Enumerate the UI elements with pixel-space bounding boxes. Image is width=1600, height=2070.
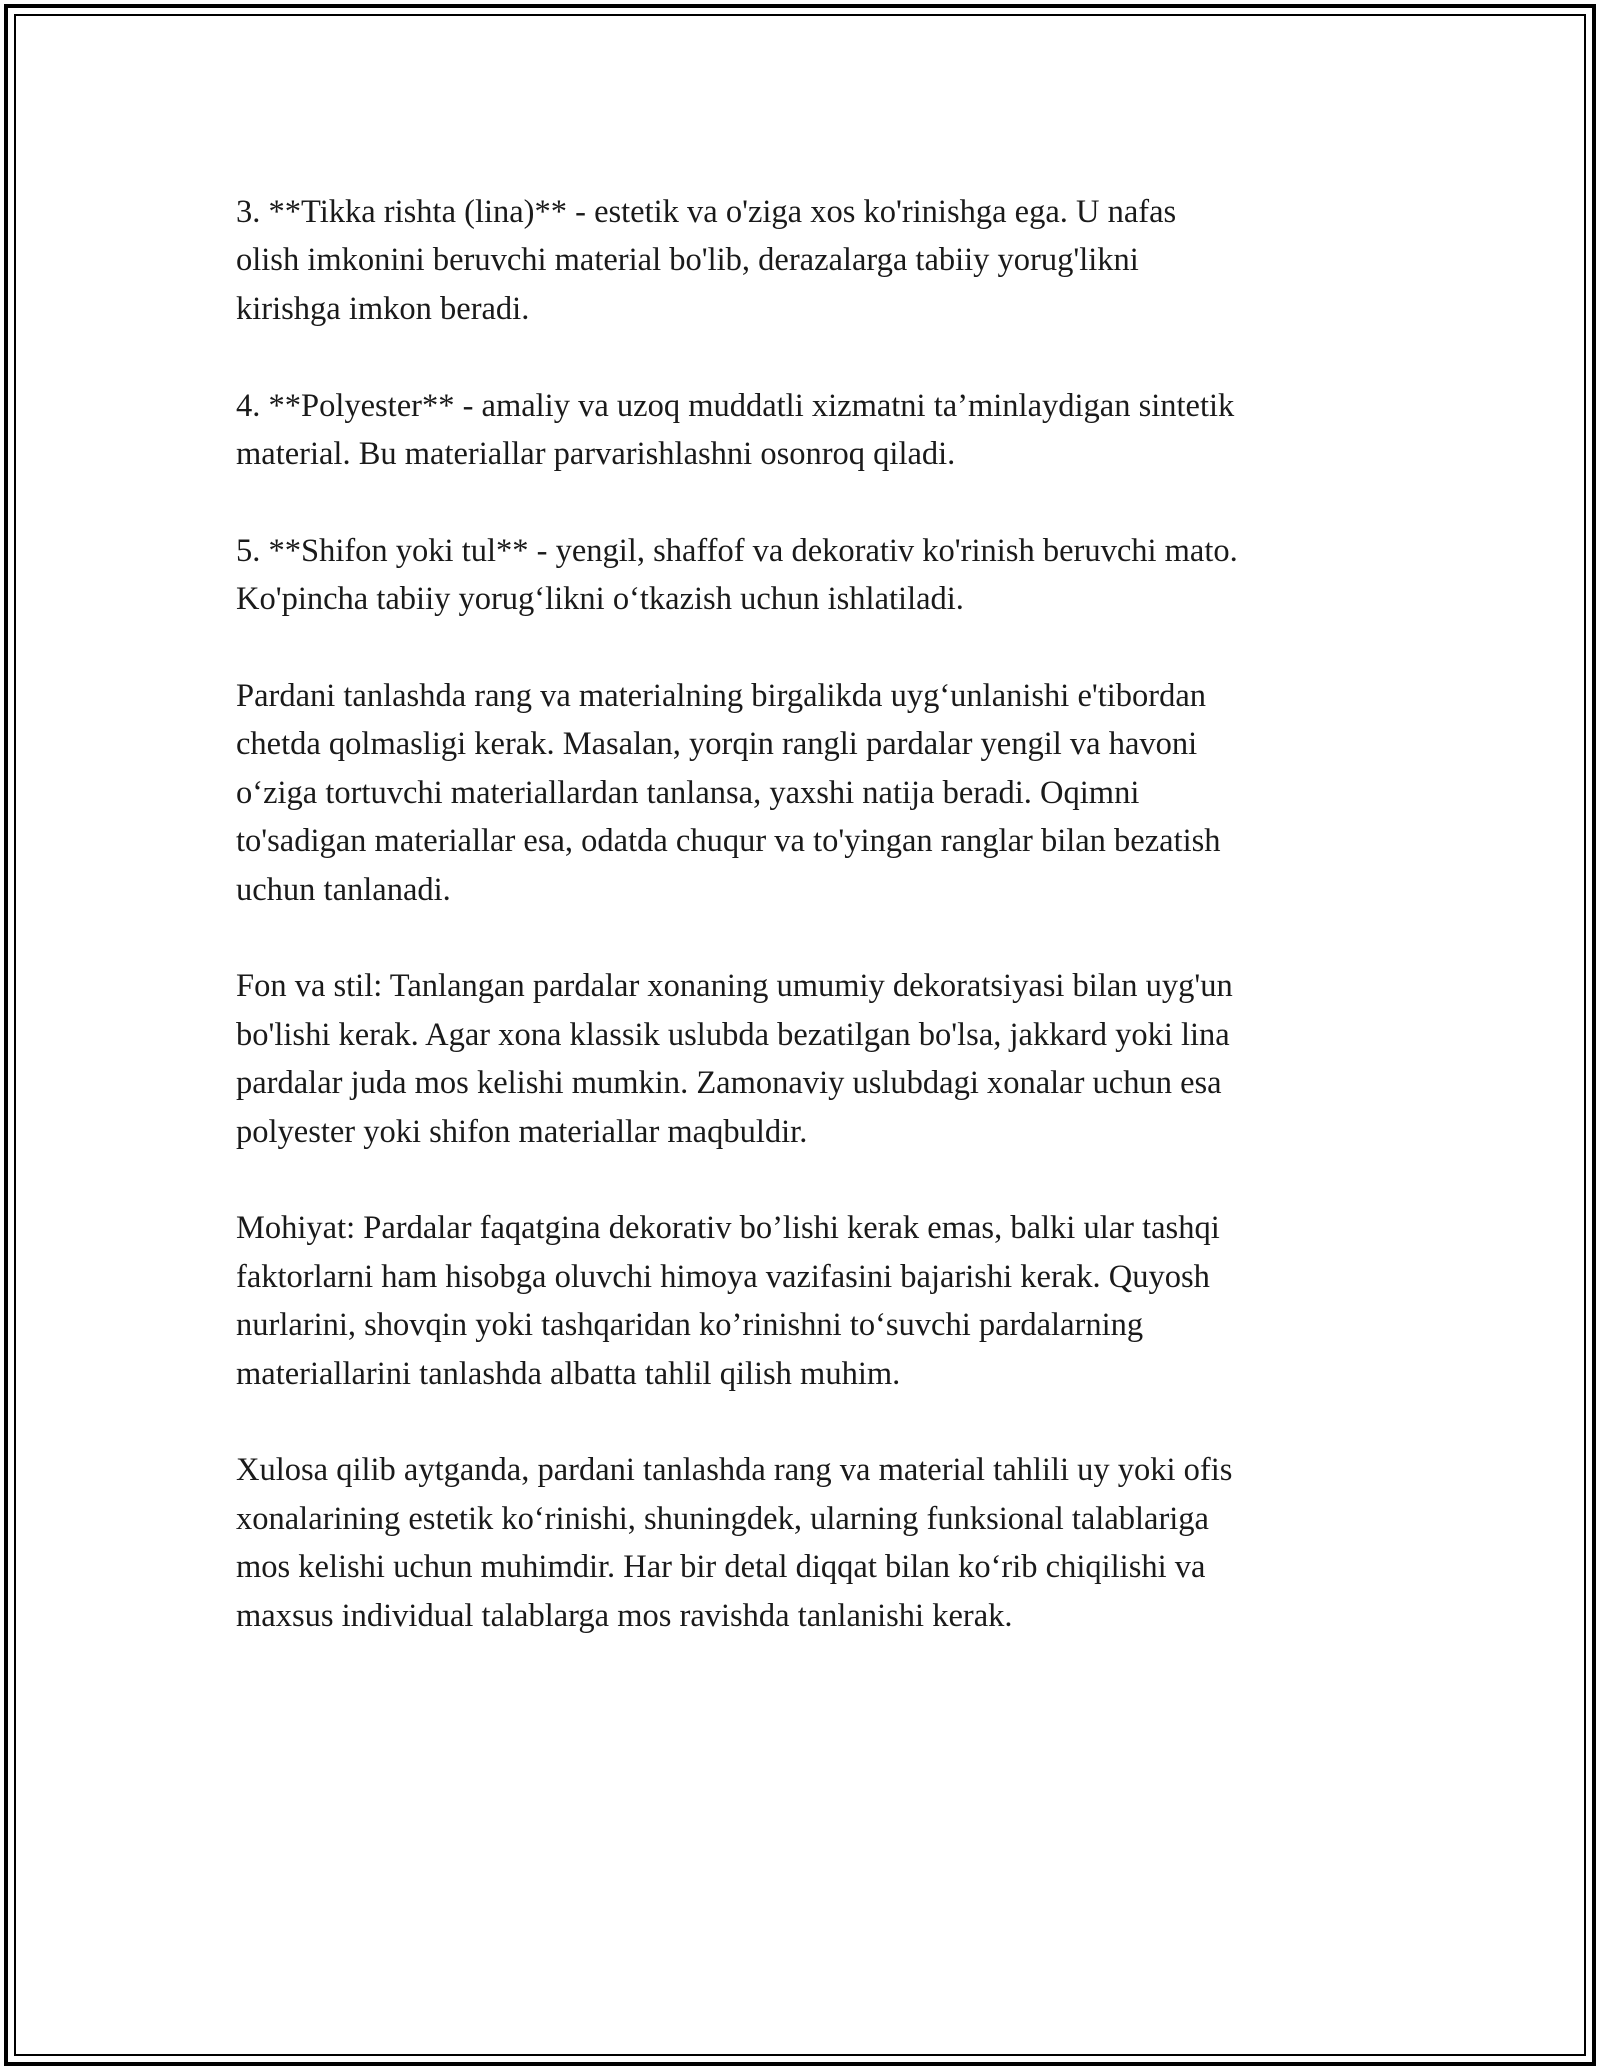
paragraph-item-4-polyester: 4. **Polyester** - amaliy va uzoq muddatli xizmatni ta’minlaydigan sintetik material. Bu materiallar parvarishlashni osonroq qiladi. [236, 387, 1235, 473]
paragraph-color-material: Pardani tanlashda rang va materialning birgalikda uyg‘unlanishi e'tibordan chetda qolmasligi kerak. Masalan, yorqin rangli pardalar yengil va havoni o‘ziga tortuvchi materiallardan tanlansa, yaxshi natija beradi. Oqimni to'sadigan materiallar esa, odatda chuqur va to'yingan ranglar bilan bezatish uchun tanlanadi. [236, 678, 1221, 908]
paragraph-item-3-tikka-rishta: 3. **Tikka rishta (lina)** - estetik va o'ziga xos ko'rinishga ega. U nafas olish imkonini beruvchi material bo'lib, derazalarga tabiiy yorug'likni kirishga imkon beradi. [236, 194, 1177, 327]
paragraph-xulosa: Xulosa qilib aytganda, pardani tanlashda rang va material tahlili uy yoki ofis xonalarining estetik ko‘rinishi, shuningdek, ularning funksional talablariga mos kelishi uchun muhimdir. Har bir detal diqqat bilan ko‘rib chiqilishi va maxsus individual talablarga mos ravishda tanlanishi kerak. [236, 1452, 1233, 1634]
document-body [236, 188, 1386, 1688]
paragraph-mohiyat: Mohiyat: Pardalar faqatgina dekorativ bo’lishi kerak emas, balki ular tashqi faktorlarni ham hisobga oluvchi himoya vazifasini bajarishi kerak. Quyosh nurlarini, shovqin yoki tashqaridan ko’rinishni to‘suvchi pardalarning materiallarini tanlashda albatta tahlil qilish muhim. [236, 1210, 1220, 1392]
paragraph-item-5-shifon: 5. **Shifon yoki tul** - yengil, shaffof va dekorativ ko'rinish beruvchi mato. Ko'pincha tabiiy yorug‘likni o‘tkazish uchun ishlatiladi. [236, 532, 1238, 618]
paragraph-fon-va-stil: Fon va stil: Tanlangan pardalar xonaning umumiy dekoratsiyasi bilan uyg'un bo'lishi kerak. Agar xona klassik uslubda bezatilgan bo'lsa, jakkard yoki lina pardalar juda mos kelishi mumkin. Zamonaviy uslubdagi xonalar uchun esa polyester yoki shifon materiallar maqbuldir. [236, 968, 1233, 1150]
